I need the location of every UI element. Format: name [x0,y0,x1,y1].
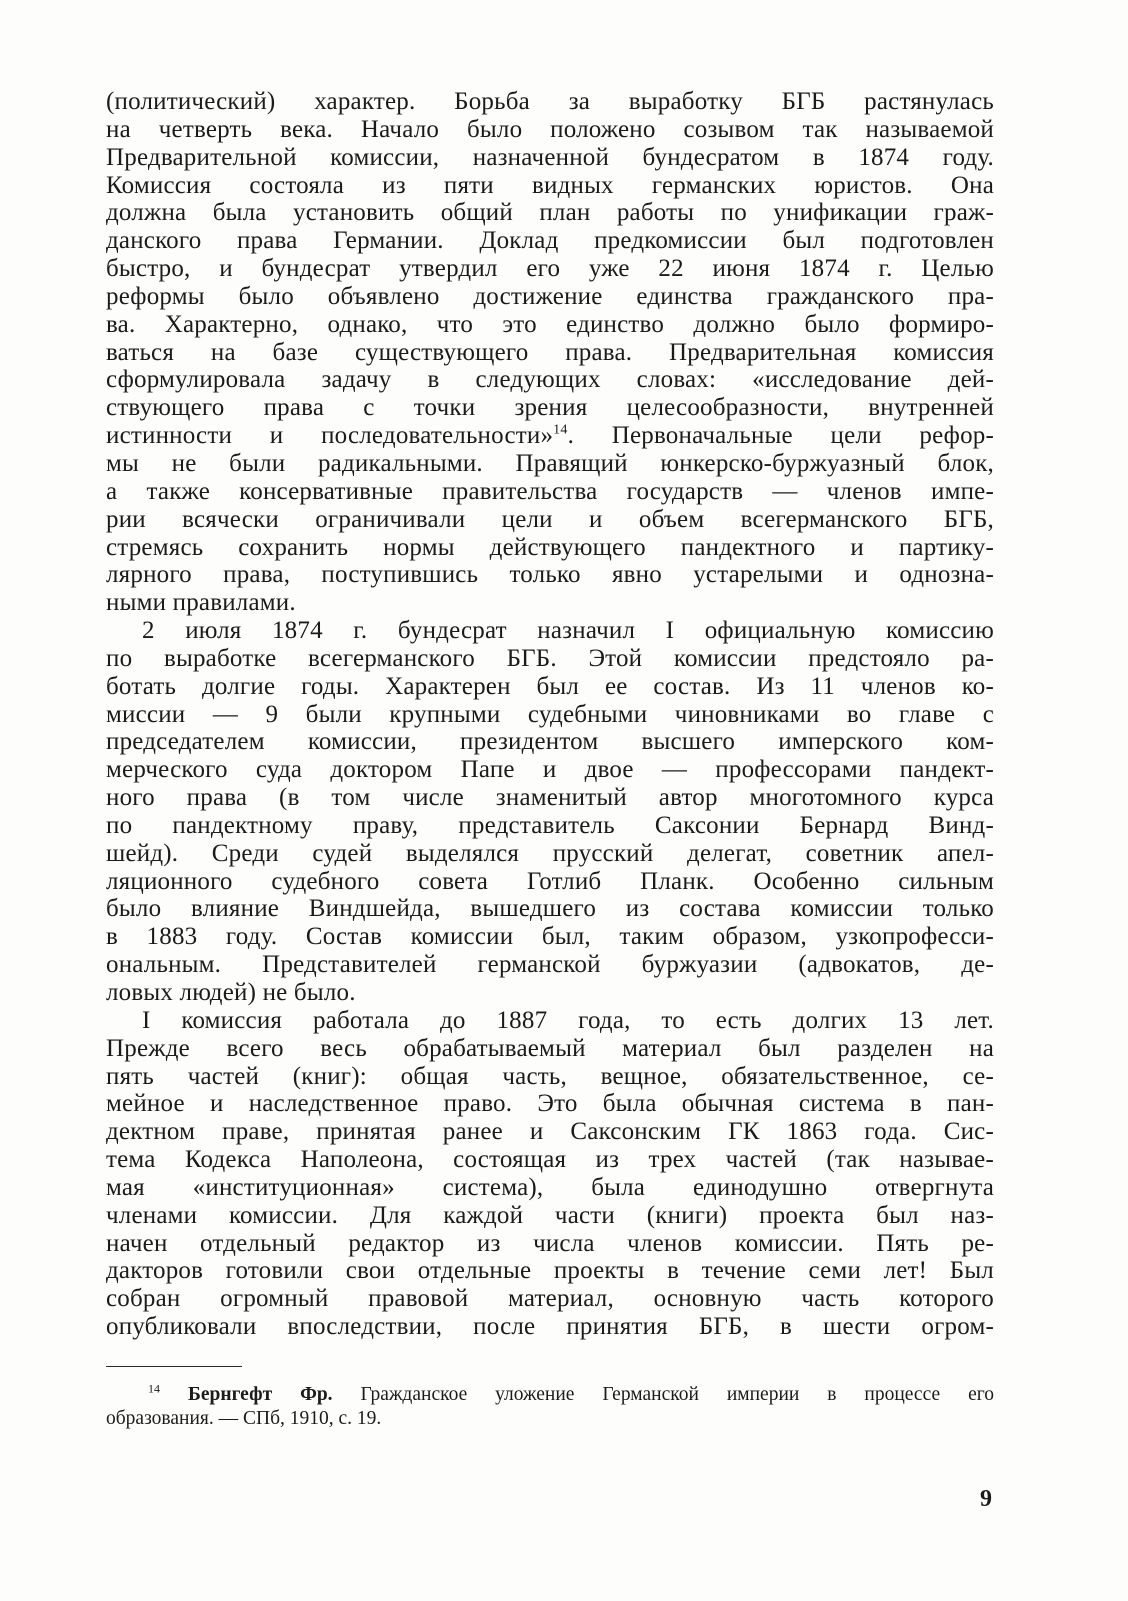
text-line: мейное и наследственное право. Это была обычная система в пан- [106,1090,994,1118]
text-line: ствующего права с точки зрения целесообразности, внутренней [106,394,994,422]
text-line: мы не были радикальными. Правящий юнкерско-буржуазный блок, [106,449,994,477]
text-line: 2 июля 1874 г. бундесрат назначил I официальную комиссию [142,617,994,645]
footnote-mark: 14 [148,1381,160,1396]
text-line: сформулировала задачу в следующих словах: «исследование дей- [106,366,994,394]
text-line: стремясь сохранить нормы действующего пандектного и партику- [106,533,994,561]
text-line: на четверть века. Начало было положено созывом так называемой [106,115,994,143]
text-line: опубликовали впоследствии, после принятия БГБ, в шести огром- [106,1313,994,1341]
footnote-divider [106,1366,242,1367]
text-line: в 1883 году. Состав комиссии был, таким образом, узкопрофесси- [106,923,994,951]
text-line: (политический) характер. Борьба за выработку БГБ растянулась [106,88,994,115]
text-line: тема Кодекса Наполеона, состоящая из трех частей (так называе- [106,1146,994,1174]
text-line: ляционного судебного совета Готлиб Планк. Особенно сильным [106,867,994,895]
text-fragment: истинности и последовательности» [106,422,554,450]
text-line: Комиссия состояла из пяти видных германских юристов. Она [106,171,994,199]
footnote-text: Гражданское уложение Германской империи в процессе его [332,1384,994,1405]
text-line: реформы было объявлено достижение единства гражданского пра- [106,282,994,310]
paragraph-1 [106,88,994,617]
text-line: должна была установить общий план работы по унификации граж- [106,199,994,227]
text-line: Предварительной комиссии, назначенной бундесратом в 1874 году. [106,143,994,171]
text-fragment: . Первоначальные цели рефор- [567,422,995,450]
text-line: дектном праве, принятая ранее и Саксонским ГК 1863 года. Сис- [106,1118,994,1146]
paragraph-3 [106,1007,994,1341]
text-line: быстро, и бундесрат утвердил его уже 22 июня 1874 г. Целью [106,255,994,283]
footnote [106,1383,994,1431]
text-line: было влияние Виндшейда, вышедшего из состава комиссии только [106,895,994,923]
text-line: I комиссия работала до 1887 года, то есть долгих 13 лет. [142,1006,994,1034]
text-line: мерческого суда доктором Папе и двое — профессорами пандект- [106,756,994,784]
text-line: собран огромный правовой материал, основную часть которого [106,1285,994,1313]
text-line: данского права Германии. Доклад предкомиссии был подготовлен [106,227,994,255]
text-line: ботать долгие годы. Характерен был ее состав. Из 11 членов ко- [106,672,994,700]
text-line: дакторов готовили свои отдельные проекты в течение семи лет! Был [106,1257,994,1285]
text-line: ловых людей) не было. [106,979,356,1006]
text-line: ваться на базе существующего права. Предварительная комиссия [106,338,994,366]
text-line: начен отдельный редактор из числа членов комиссии. Пять ре- [106,1229,994,1257]
text-line: лярного права, поступившись только явно устарелыми и однозна- [106,561,994,589]
text-line: мая «институционная» система), была единодушно отвергнута [106,1173,994,1201]
text-line: ными правилами. [106,589,296,617]
text-line: по пандектному праву, представитель Саксонии Бернард Винд- [106,811,994,839]
text-line: Прежде всего весь обрабатываемый материал был разделен на [106,1034,994,1062]
text-line: ва. Характерно, однако, что это единство должно было формиро- [106,310,994,338]
text-line: а также консервативные правительства государств — членов импе- [106,477,994,505]
footnote-reference[interactable]: 14 [553,422,568,438]
text-line-with-footnote-ref [106,422,994,450]
text-line: пять частей (книг): общая часть, вещное, обязательственное, се- [106,1062,994,1090]
text-line: рии всячески ограничивали цели и объем всегерманского БГБ, [106,505,994,533]
paragraph-2 [106,617,994,1007]
text-line: ональным. Представителей германской буржуазии (адвокатов, де- [106,951,994,979]
text-line: шейд). Среди судей выделялся прусский делегат, советник апел- [106,839,994,867]
text-line: миссии — 9 были крупными судебными чиновниками во главе с [106,700,994,728]
footnote-line [106,1383,994,1407]
footnote-line: образования. — СПб, 1910, с. 19. [106,1408,382,1429]
text-line: членами комиссии. Для каждой части (книги) проекта был наз- [106,1201,994,1229]
text-line: ного права (в том числе знаменитый автор многотомного курса [106,784,994,812]
text-line: по выработке всегерманского БГБ. Этой комиссии предстояло ра- [106,644,994,672]
footnote-author: Бернгефт Фр. [187,1384,333,1405]
page-number: 9 [980,1486,992,1512]
main-text [106,88,994,1341]
text-line: председателем комиссии, президентом высшего имперского ком- [106,728,994,756]
